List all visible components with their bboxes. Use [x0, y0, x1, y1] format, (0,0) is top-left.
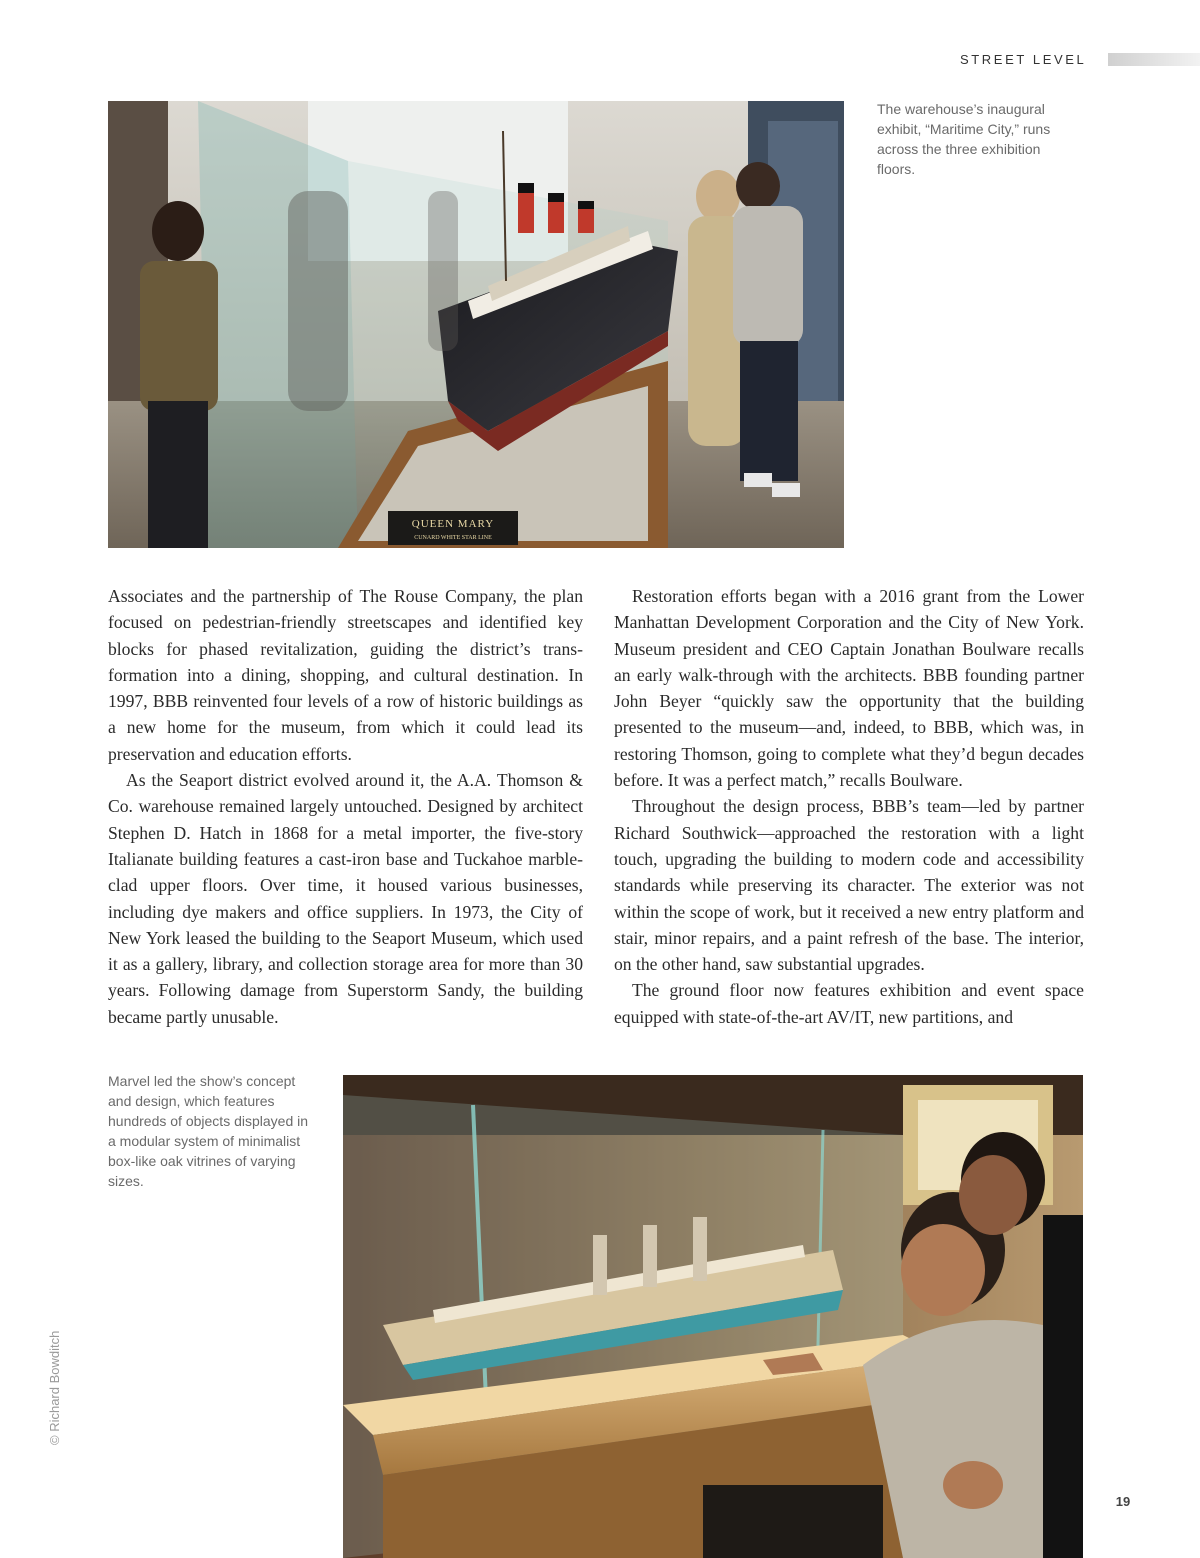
photo-credit: © Richard Bowditch — [47, 1330, 62, 1445]
caption-bottom-photo: Marvel led the show’s concept and design, which features hundreds of objects displayed in a modular system of minimalist box-like oak vitrines of varying sizes. — [108, 1073, 309, 1189]
article-paragraph: As the Seaport district evolved around it, the A.A. Thomson & Co. warehouse remained largely untouched. Designed by architect Stephen D. Hatch in 1868 for a metal importer, the five-story Italianate building features a cast-iron base and Tuckahoe marble-clad upper floors. Over time, it housed various businesses, including dye makers and office suppliers. In 1973, the City of New York leased the building to the Seaport Museum, which used it as a gallery, library, and collection storage area for more than 30 years. Following damage from Superstorm Sandy, the building became partly unusable. — [108, 770, 583, 1027]
article-paragraph: Restoration efforts began with a 2016 grant from the Lower Manhattan Development Corporation and the City of New York. Museum president and CEO Captain Jonathan Boulware recalls an early walk-through with the architects. BBB founding partner John Beyer “quickly saw the opportunity that the building presented to the museum—and, indeed, to BBB, which was, in restoring Thomson, going to complete what they’d begun decades before. It was a perfect match,” recalls Boulware. — [614, 586, 1084, 791]
photo-queen-mary-illustration — [108, 101, 844, 548]
article-column-left — [108, 583, 583, 1030]
section-label: STREET LEVEL — [960, 52, 1087, 67]
article-column-right — [614, 583, 1084, 1030]
plaque-subtitle: CUNARD WHITE STAR LINE — [414, 535, 492, 541]
photo-ship-cutaway-vitrine — [343, 1075, 1083, 1558]
caption-top-photo: The warehouse’s inaugural exhibit, “Maritime City,” runs across the three exhibition floors. — [877, 101, 1051, 177]
article-paragraph: The ground floor now features exhibition and event space equipped with state-of-the-art AV/IT, new partitions, and — [614, 980, 1084, 1027]
plaque-title: QUEEN MARY — [411, 518, 495, 530]
article-paragraph: Associates and the partnership of The Rouse Company, the plan focused on pedestrian-friendly streetscapes and identified key blocks for phased revitalization, guiding the district’s transformation into a dining, shopping, and cultural destination. In 1997, BBB reinvented four levels of a row of historic buildings as a new home for the museum, from which it could lead its preservation and education efforts. — [108, 586, 583, 764]
article-paragraph: Throughout the design process, BBB’s team—led by partner Richard Southwick—approached the restoration with a light touch, upgrading the building to modern code and accessibility standards while preserving its character. The exterior was not within the scope of work, but it received a new entry platform and stair, minor repairs, and a paint refresh of the base. The interior, on the other hand, saw substantial upgrades. — [614, 796, 1084, 975]
photo-queen-mary-exhibit — [108, 101, 844, 548]
header-decorative-bar — [1108, 53, 1200, 66]
photo-vitrine-illustration — [343, 1075, 1083, 1558]
page-number: 19 — [1115, 1494, 1131, 1509]
